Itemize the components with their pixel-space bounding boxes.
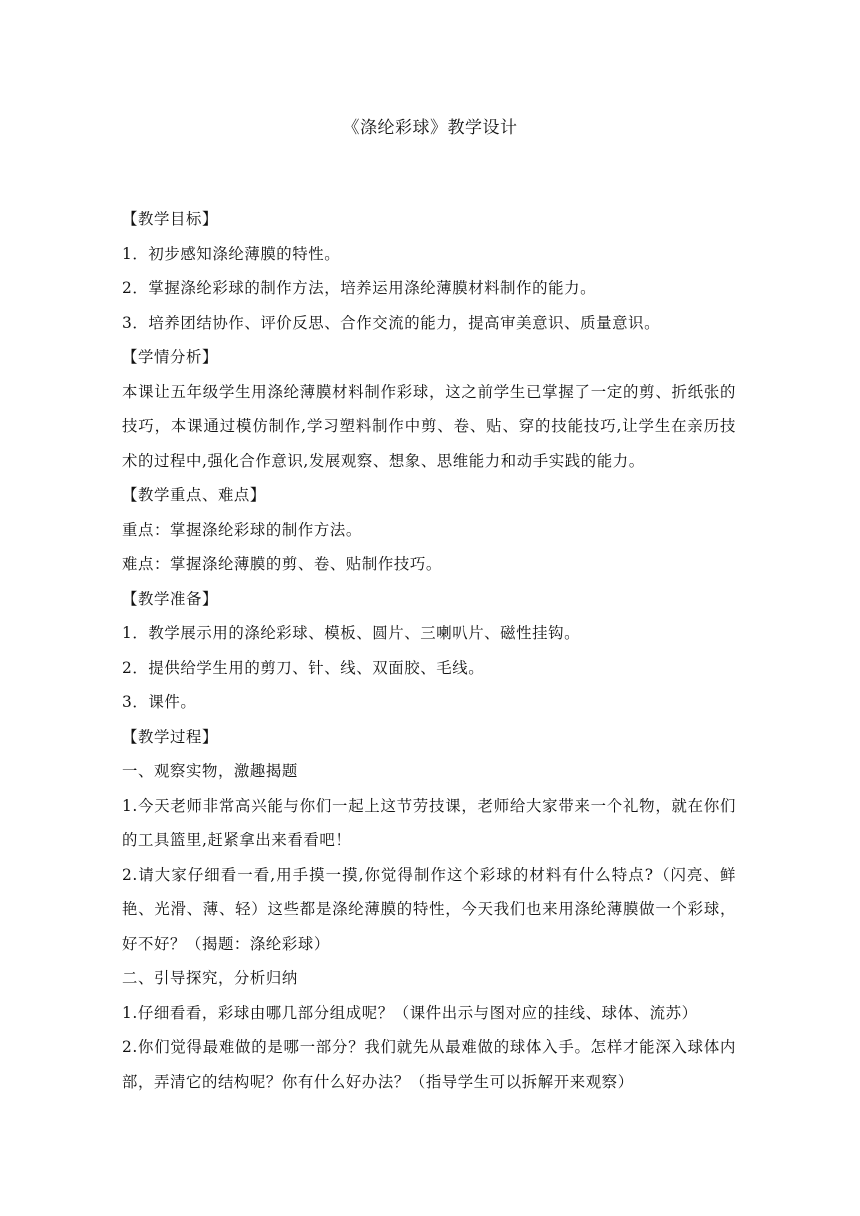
student-analysis-paragraph: 本课让五年级学生用涤纶薄膜材料制作彩球，这之前学生已掌握了一定的剪、折纸张的技巧，本课通过模仿制作,学习塑料制作中剪、卷、贴、穿的技能技巧,让学生在亲历技术的过程中,强化合作意识,发展观察、想象、思维能力和动手实践的能力。 — [122, 382, 736, 470]
section-heading-key-points: 【教学重点、难点】 — [122, 486, 266, 504]
section-heading-student-analysis: 【学情分析】 — [122, 348, 218, 366]
process-paragraph-2: 2.请大家仔细看一看,用手摸一摸,你觉得制作这个彩球的材料有什么特点?（闪亮、鲜艳、光滑、薄、轻）这些都是涤纶薄膜的特性，今天我们也来用涤纶薄膜做一个彩球，好不好？（揭题：涤纶彩球） — [122, 865, 736, 953]
process-paragraph-1: 1.今天老师非常高兴能与你们一起上这节劳技课，老师给大家带来一个礼物，就在你们的工具篮里,赶紧拿出来看看吧！ — [122, 796, 736, 849]
preparation-item-2: 2．提供给学生用的剪刀、针、线、双面胶、毛线。 — [122, 658, 485, 677]
section-heading-teaching-objectives: 【教学目标】 — [122, 210, 218, 228]
difficult-point-line: 难点：掌握涤纶薄膜的剪、卷、贴制作技巧。 — [122, 555, 442, 573]
objective-item-2: 2．掌握涤纶彩球的制作方法，培养运用涤纶薄膜材料制作的能力。 — [122, 279, 597, 297]
section-heading-preparation: 【教学准备】 — [122, 589, 218, 608]
key-point-line: 重点：掌握涤纶彩球的制作方法。 — [122, 520, 362, 539]
process-step-2-heading: 二、引导探究，分析归纳 — [122, 969, 298, 987]
document-title: 《涤纶彩球》教学设计 — [342, 118, 518, 138]
section-heading-process: 【教学过程】 — [122, 727, 218, 746]
preparation-item-1: 1．教学展示用的涤纶彩球、模板、圆片、三喇叭片、磁性挂钩。 — [122, 624, 581, 642]
document-body — [122, 202, 736, 1099]
process-step-1-heading: 一、观察实物，激趣揭题 — [122, 762, 298, 780]
process-paragraph-4: 2.你们觉得最难做的是哪一部分？我们就先从最难做的球体入手。怎样才能深入球体内部，弄清它的结构呢？你有什么好办法？（指导学生可以拆解开来观察） — [122, 1038, 736, 1091]
objective-item-3: 3．培养团结协作、评价反思、合作交流的能力，提高审美意识、质量意识。 — [122, 313, 661, 332]
process-paragraph-3: 1.仔细看看，彩球由哪几部分组成呢？（课件出示与图对应的挂线、球体、流苏） — [122, 1003, 698, 1022]
objective-item-1: 1．初步感知涤纶薄膜的特性。 — [122, 244, 341, 263]
preparation-item-3: 3．课件。 — [122, 693, 197, 711]
